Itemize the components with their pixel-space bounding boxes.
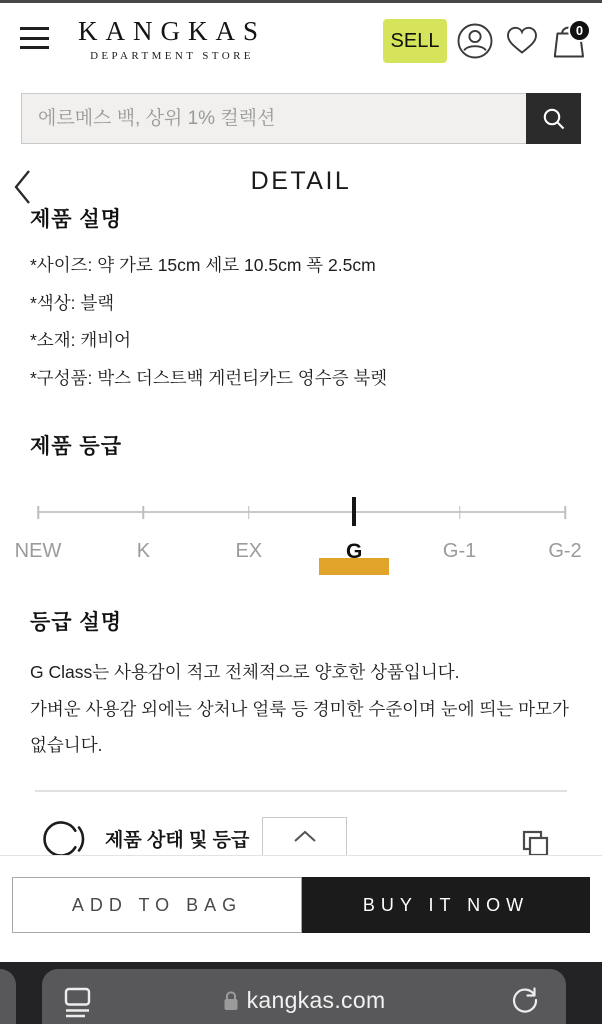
wishlist-heart-icon[interactable]	[503, 21, 541, 61]
grade-tick	[143, 506, 145, 519]
grade-heading: 제품 등급	[30, 435, 122, 458]
grade-label-new: NEW	[14, 540, 62, 562]
description-heading: 제품 설명	[30, 208, 122, 231]
grade-label-g2: G-2	[548, 540, 582, 562]
grade-label-ex: EX	[235, 540, 263, 562]
browser-bottom-bar	[0, 962, 602, 1024]
grade-tick-selected	[352, 497, 356, 526]
search-button[interactable]	[526, 93, 581, 144]
grade-slider	[14, 498, 582, 583]
grade-description-heading: 등급 설명	[30, 611, 122, 634]
account-icon-svg	[456, 22, 494, 60]
refresh-icon-svg	[510, 985, 540, 1015]
url-display[interactable]	[42, 987, 566, 1014]
cart-count-badge: 0	[568, 19, 591, 42]
menu-icon[interactable]	[20, 25, 50, 51]
description-line: *색상: 블랙	[30, 292, 115, 313]
chevron-up-icon	[293, 830, 317, 843]
logo[interactable]	[72, 16, 272, 62]
grade-label-g-selected: G	[346, 540, 363, 563]
add-to-bag-button[interactable]: ADD TO BAG	[12, 877, 302, 933]
grade-tick	[248, 506, 250, 519]
grade-label-g1: G-1	[442, 540, 477, 562]
shopping-bag-icon[interactable]	[550, 21, 588, 61]
grade-tick	[564, 506, 566, 519]
section-divider	[35, 790, 567, 792]
account-icon[interactable]	[456, 21, 494, 61]
grade-description-line: 없습니다.	[30, 735, 103, 755]
sell-button[interactable]: SELL	[383, 19, 447, 63]
grade-label-k: K	[136, 540, 151, 562]
search-icon	[541, 106, 567, 132]
adjacent-tab-stub[interactable]	[0, 969, 16, 1024]
header-actions	[383, 18, 588, 64]
search-bar	[21, 93, 581, 144]
grade-tick	[37, 506, 39, 519]
heart-icon-svg	[504, 23, 540, 59]
site-header	[0, 3, 602, 78]
bottom-action-bar	[0, 855, 602, 962]
search-input[interactable]	[22, 94, 526, 143]
logo-title: KANGKAS	[77, 16, 266, 46]
action-buttons	[12, 877, 590, 933]
status-row-label: 제품 상태 및 등급	[105, 830, 250, 851]
grade-tick	[459, 506, 461, 519]
grade-description-text	[30, 654, 578, 764]
description-line: *사이즈: 약 가로 15cm 세로 10.5cm 폭 2.5cm	[30, 255, 376, 275]
logo-subtitle: DEPARTMENT STORE	[90, 50, 254, 62]
refresh-icon[interactable]	[510, 985, 540, 1017]
page-title: DETAIL	[250, 167, 352, 195]
url-text: kangkas.com	[246, 987, 386, 1013]
grade-slider-track	[38, 511, 565, 513]
description-line: *소재: 캐비어	[30, 330, 132, 350]
description-lines	[30, 247, 387, 397]
lock-icon	[223, 990, 239, 1011]
grade-description-line: G Class는 사용감이 적고 전체적으로 양호한 상품입니다.	[30, 662, 460, 682]
url-bar[interactable]	[42, 969, 566, 1024]
grade-description-line: 가벼운 사용감 외에는 상처나 얼룩 등 경미한 수준이며 눈에 띄는 마모가	[30, 698, 569, 719]
description-line: *구성품: 박스 더스트백 게런티카드 영수증 북렛	[30, 367, 388, 388]
buy-it-now-button[interactable]: BUY IT NOW	[302, 877, 590, 933]
